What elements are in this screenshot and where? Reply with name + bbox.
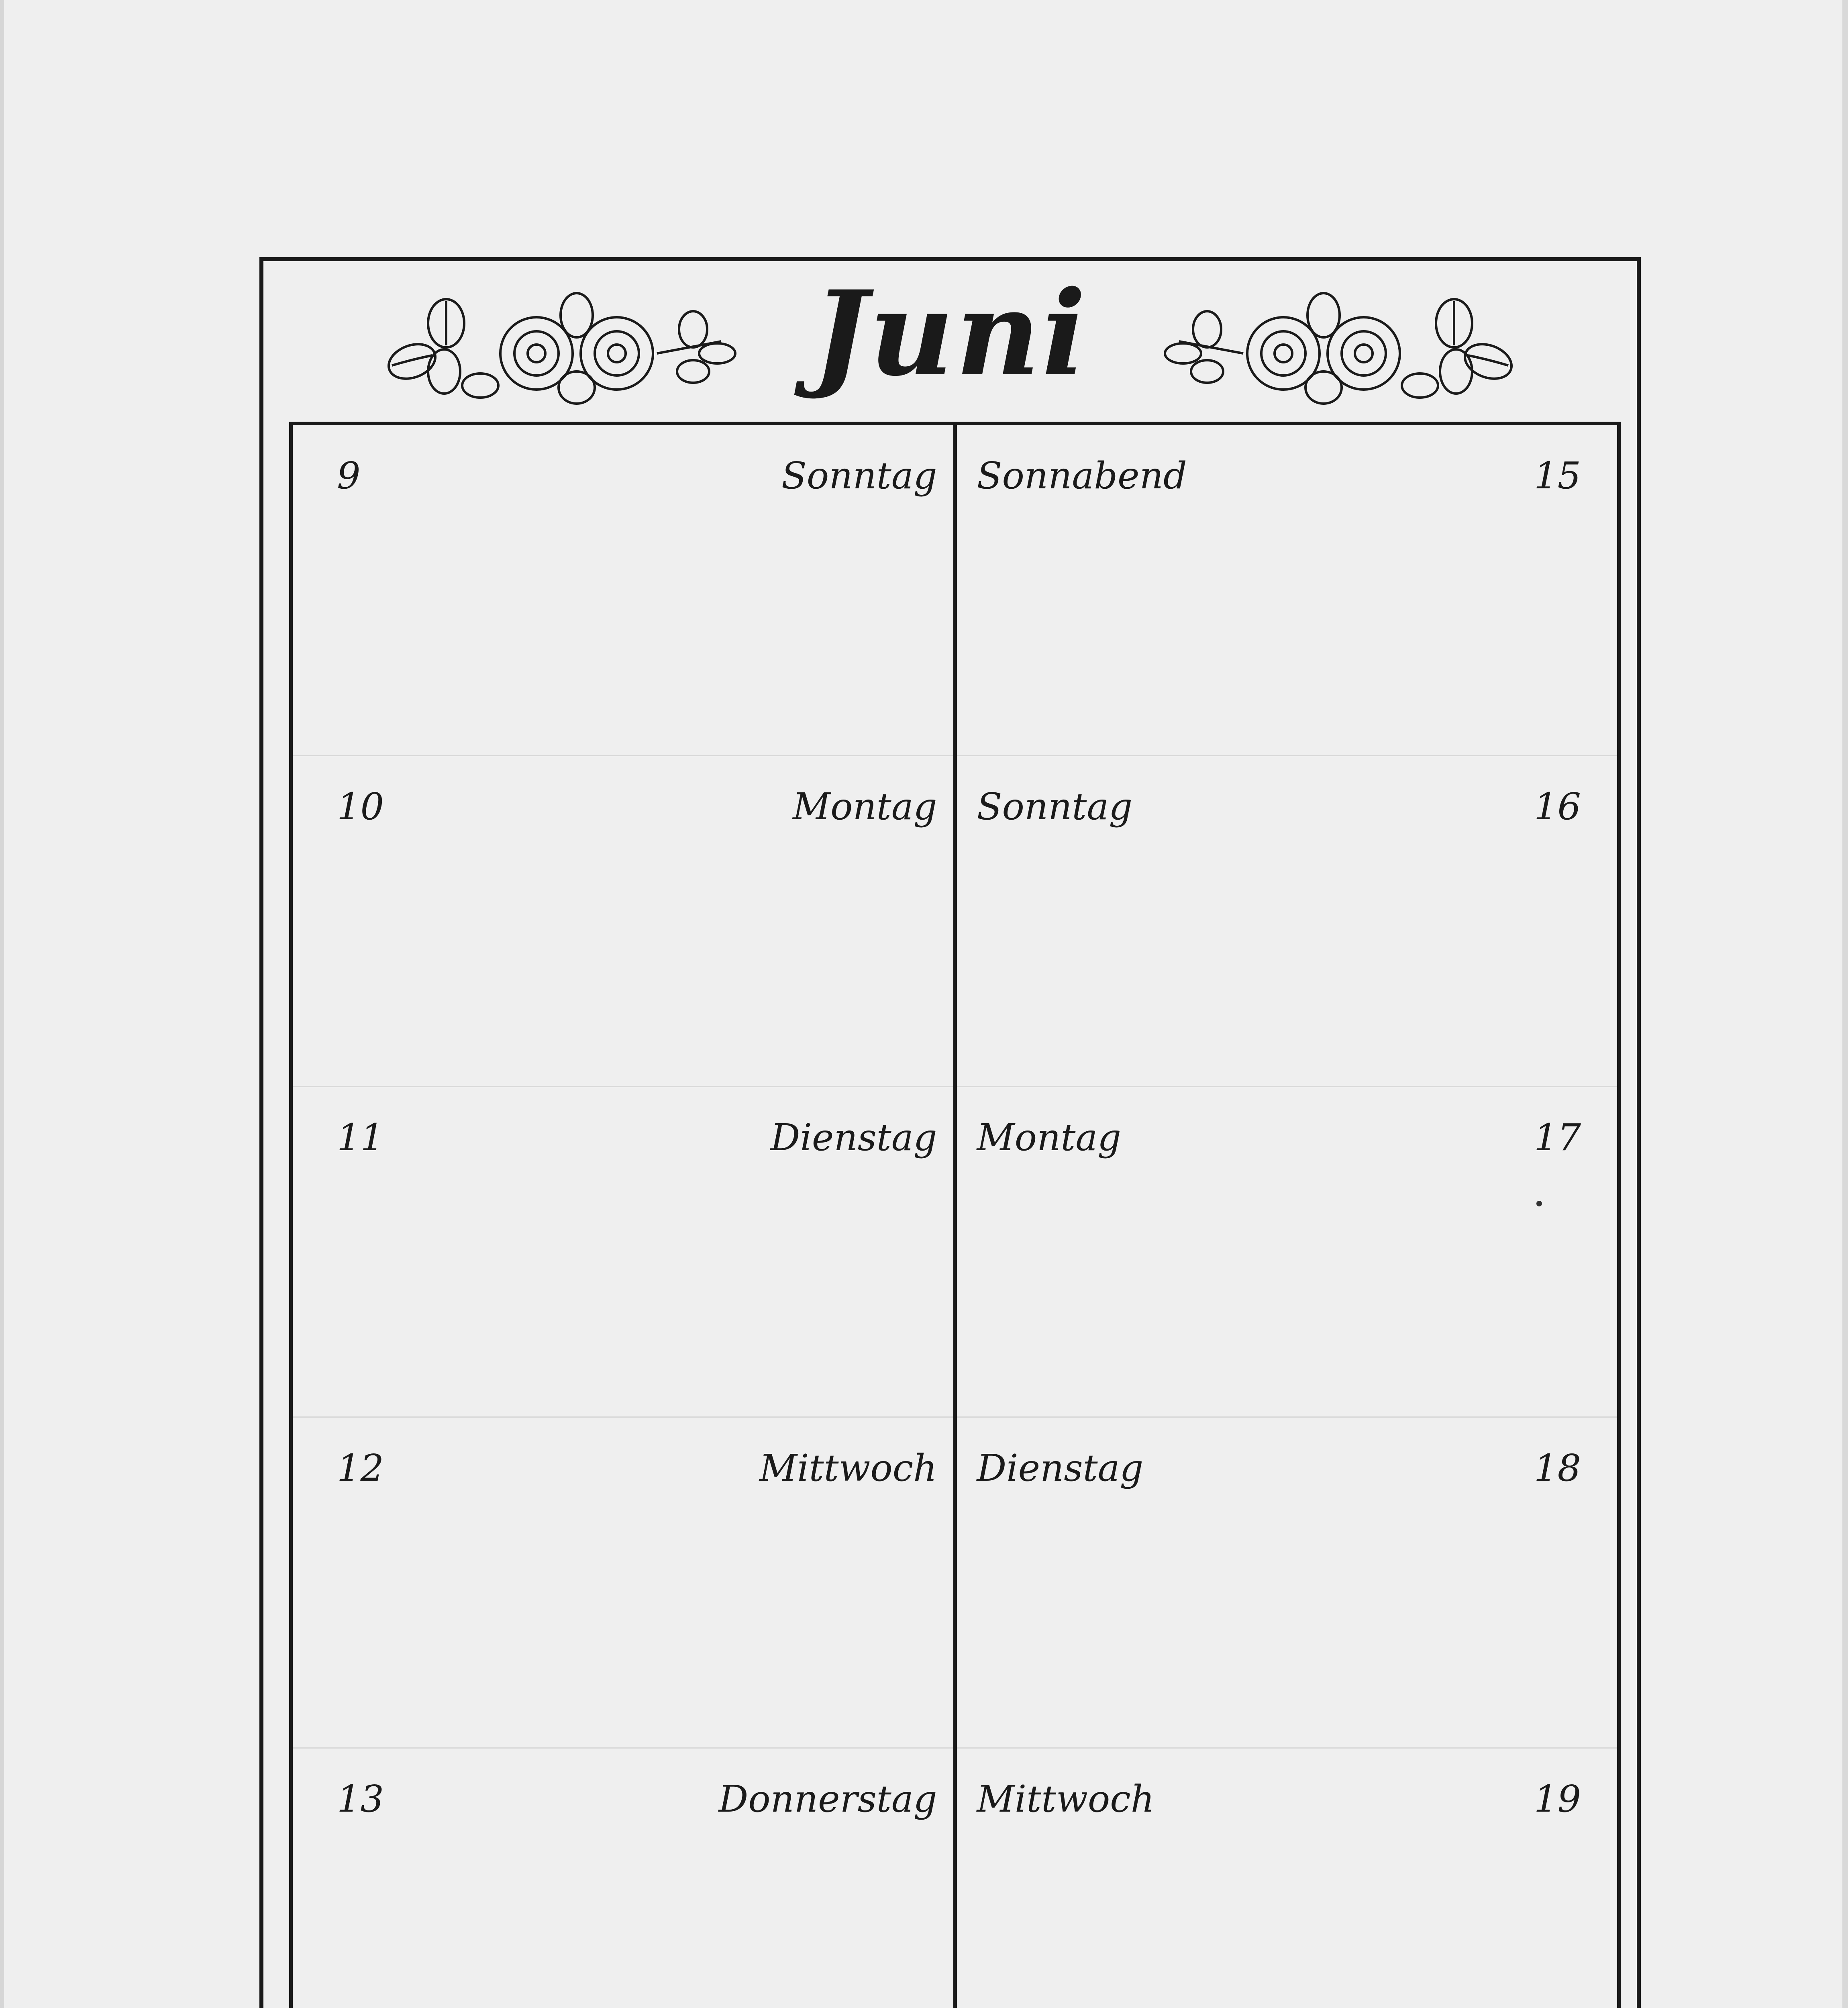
day-cell <box>957 1086 1618 1417</box>
day-number: 11 <box>337 1116 384 1159</box>
calendar-column-right <box>957 425 1618 2008</box>
weekday-name: Sonnabend <box>977 454 1187 497</box>
day-number: 15 <box>1534 454 1581 497</box>
ink-speck <box>1536 1201 1542 1206</box>
day-number: 13 <box>337 1777 384 1821</box>
weekday-name: Sonntag <box>977 785 1133 828</box>
day-cell <box>957 1416 1618 1747</box>
day-cell <box>293 425 953 755</box>
day-cell <box>293 1747 953 2008</box>
day-number: 9 <box>337 454 361 497</box>
weekday-name: Montag <box>977 1116 1122 1159</box>
day-number: 19 <box>1534 1777 1581 1821</box>
weekday-name: Montag <box>792 785 937 828</box>
day-number: 16 <box>1534 785 1581 828</box>
weekday-name: Sonntag <box>781 454 937 497</box>
day-number: 17 <box>1534 1116 1581 1159</box>
day-number: 12 <box>337 1447 384 1490</box>
floral-garland-icon <box>1163 285 1524 406</box>
day-cell <box>957 1747 1618 2008</box>
calendar-column-left <box>293 425 957 2008</box>
month-title: Juni <box>812 265 1088 402</box>
day-cell <box>957 755 1618 1086</box>
weekday-name: Mittwoch <box>759 1447 937 1490</box>
day-number: 18 <box>1534 1447 1581 1490</box>
calendar-header <box>263 261 1637 424</box>
weekday-name: Mittwoch <box>977 1777 1154 1821</box>
day-cell <box>293 1086 953 1417</box>
calendar-frame <box>259 257 1641 2008</box>
calendar-grid <box>289 422 1621 2008</box>
weekday-name: Donnerstag <box>718 1777 937 1821</box>
day-cell <box>293 1416 953 1747</box>
floral-garland-icon <box>376 285 737 406</box>
day-cell <box>293 755 953 1086</box>
weekday-name: Dienstag <box>770 1116 937 1159</box>
day-number: 10 <box>337 785 384 828</box>
day-cell <box>957 425 1618 755</box>
weekday-name: Dienstag <box>977 1447 1144 1490</box>
